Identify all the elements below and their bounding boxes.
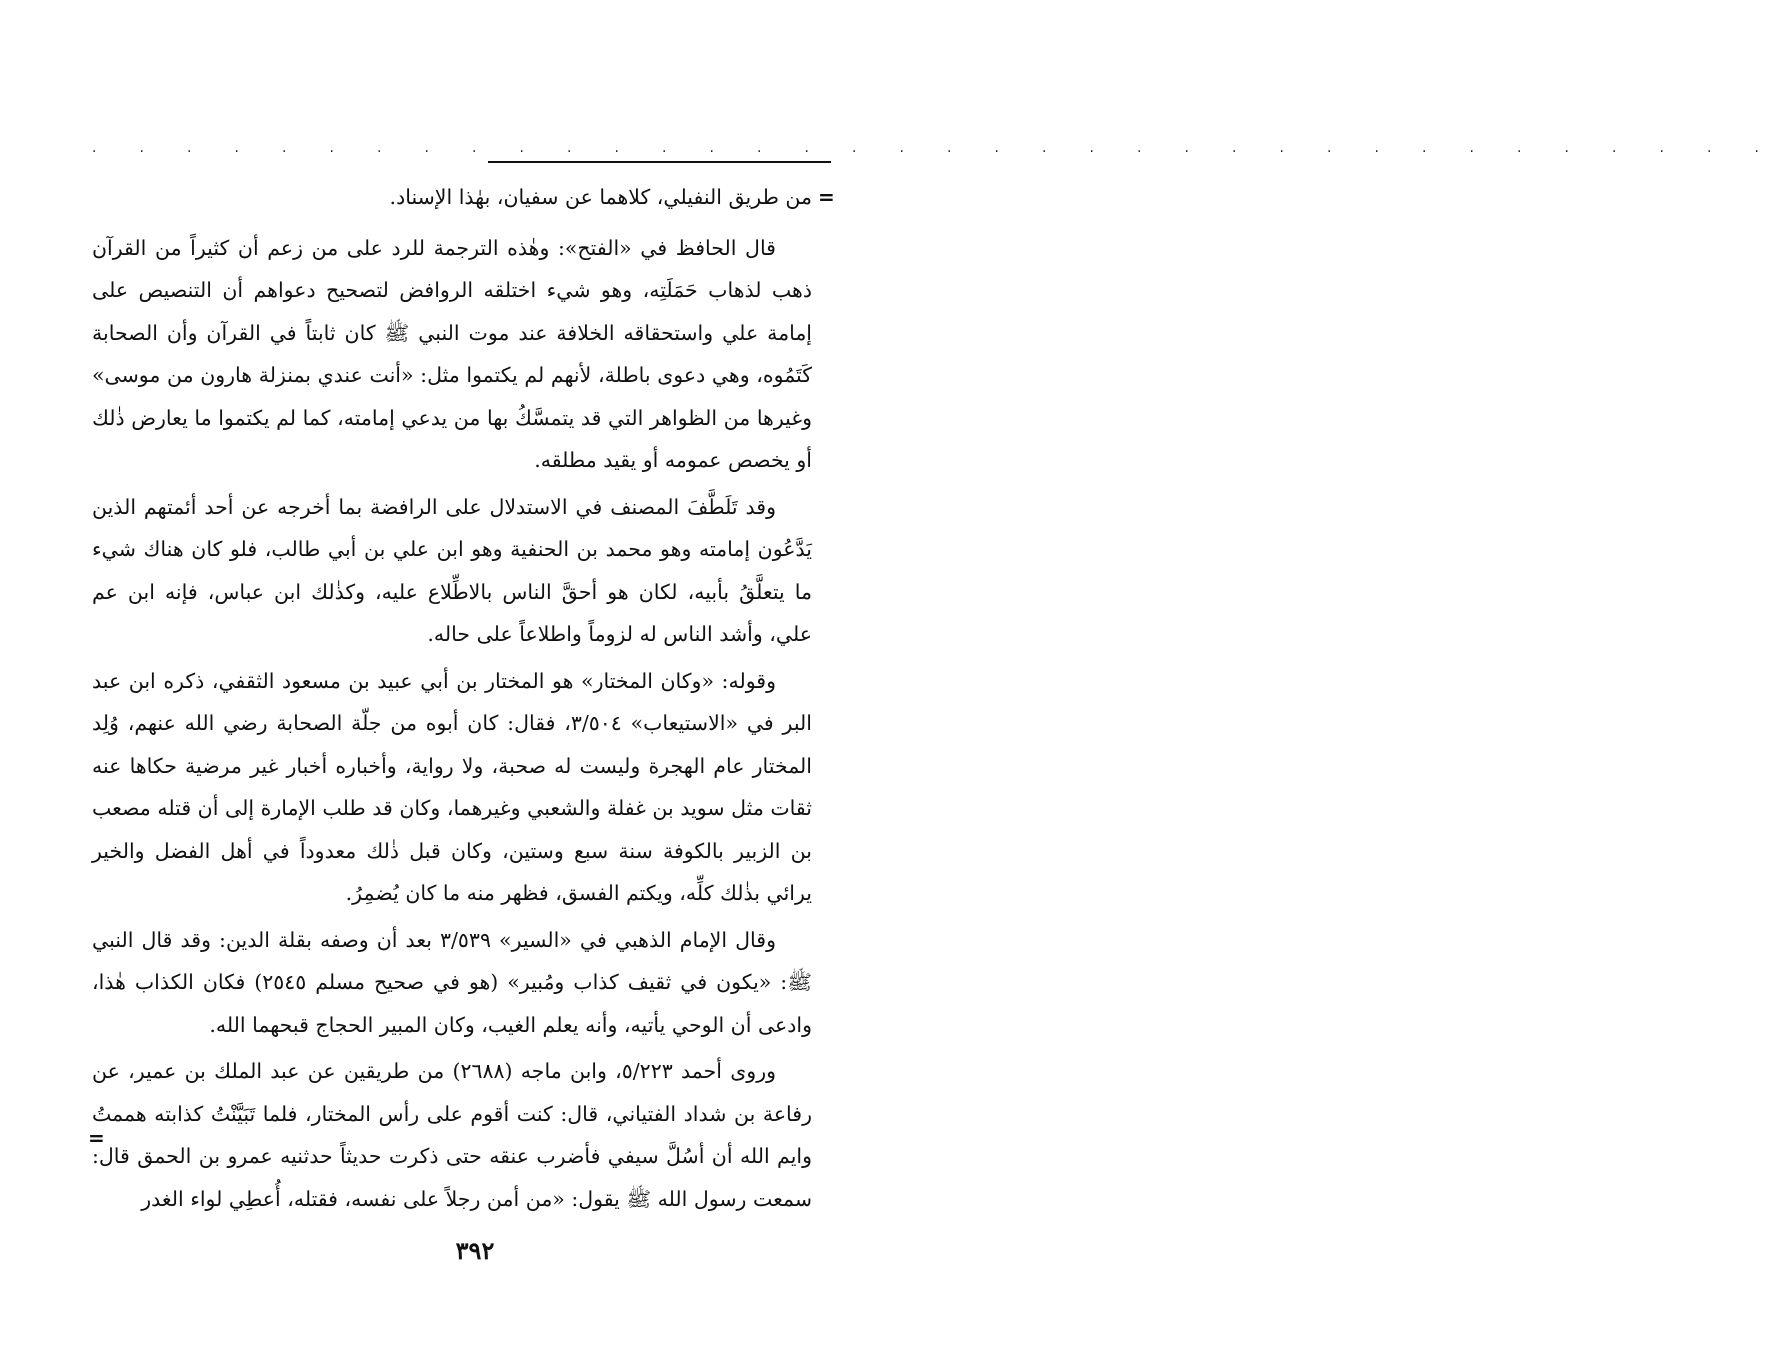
continuation-mark-top: = <box>818 185 835 209</box>
paragraph-4: وقوله: «وكان المختار» هو المختار بن أبي عبيد بن مسعود الثقفي، ذكره ابن عبد البر في «الاستيعاب» ٣/٥٠٤، فقال: كان أبوه من جلّة الصحابة رضي الله عنهم، وُلِد المختار عام الهجرة وليست له صحبة، ولا رواية، وأخباره أخبار غير مرضية حكاها عنه ثقات مثل سويد بن غفلة والشعبي وغيرهما، وكان قد طلب الإمارة إلى أن قتله مصعب بن الزبير بالكوفة سنة سبع وستين، وكان قبل ذٰلك معدوداً في أهل الفضل والخير يرائي بذٰلك كلِّه، ويكتم الفسق، فظهر منه ما كان يُضمِرُ. <box>92 668 812 905</box>
paragraph-1: من طريق النفيلي، كلاهما عن سفيان، بهٰذا الإسناد. <box>389 185 812 209</box>
paragraph-6: وروى أحمد ٥/٢٢٣، وابن ماجه (٢٦٨٨) من طريقين عن عبد الملك بن عمير، عن رفاعة بن شداد الفتياني، قال: كنت أقوم على رأس المختار، فلما تَبَيَّنْتُ كذابته هممتُ وايم الله أن أسُلَّ سيفي فأضرب عنقه حتى ذكرت حديثاً حدثنيه عمرو بن الحمق قال: سمعت رسول الله ﷺ يقول: «من أمن رجلاً على نفسه، فقتله، أُعطِي لواء الغدر <box>92 1059 812 1211</box>
paragraph-5: وقال الإمام الذهبي في «السير» ٣/٥٣٩ بعد أن وصفه بقلة الدين: وقد قال النبي ﷺ: «يكون في ثقيف كذاب ومُبير» (هو في صحيح مسلم ٢٥٤٥) فكان الكذاب هٰذا، وادعى أن الوحي يأتيه، وأنه يعلم الغيب، وكان المبير الحجاج قبحهما الله. <box>92 927 812 1037</box>
paragraph-3: وقد تَلَطَّفَ المصنف في الاستدلال على الرافضة بما أخرجه عن أحد أئمتهم الذين يَدَّعُون إمامته وهو محمد بن الحنفية وهو ابن علي بن أبي طالب، فلو كان هناك شيء ما يتعلَّقُ بأبيه، لكان هو أحقَّ الناس بالاطِّلاع عليه، وكذٰلك ابن عباس، فإنه ابن عم علي، وأشد الناس له لزوماً واطلاعاً على حاله. <box>92 494 812 646</box>
footnote-separator-dots: . . . . . . . . . . . . . . . . . . . . . . . . . . . . . . . . . . . . <box>92 140 1778 156</box>
footnote-separator-rule <box>488 161 831 163</box>
continuation-mark-bottom: = <box>88 1126 105 1150</box>
paragraph-2: قال الحافظ في «الفتح»: وهٰذه الترجمة للرد على من زعم أن كثيراً من القرآن ذهب لذهاب حَمَلَتِه، وهو شيء اختلقه الروافض لتصحيح دعواهم أن التنصيص على إمامة علي واستحقاقه الخلافة عند موت النبي ﷺ كان ثابتاً في القرآن وأن الصحابة كَتَمُوه، وهي دعوى باطلة، لأنهم لم يكتموا مثل: «أنت عندي بمنزلة هارون من موسى» وغيرها من الظواهر التي قد يتمسَّكُ بها من يدعي إمامته، كما لم يكتموا ما يعارض ذٰلك أو يخصص عمومه أو يقيد مطلقه. <box>92 235 812 472</box>
footnote-text <box>92 176 812 1224</box>
page-number: ٣٩٢ <box>455 1236 495 1265</box>
